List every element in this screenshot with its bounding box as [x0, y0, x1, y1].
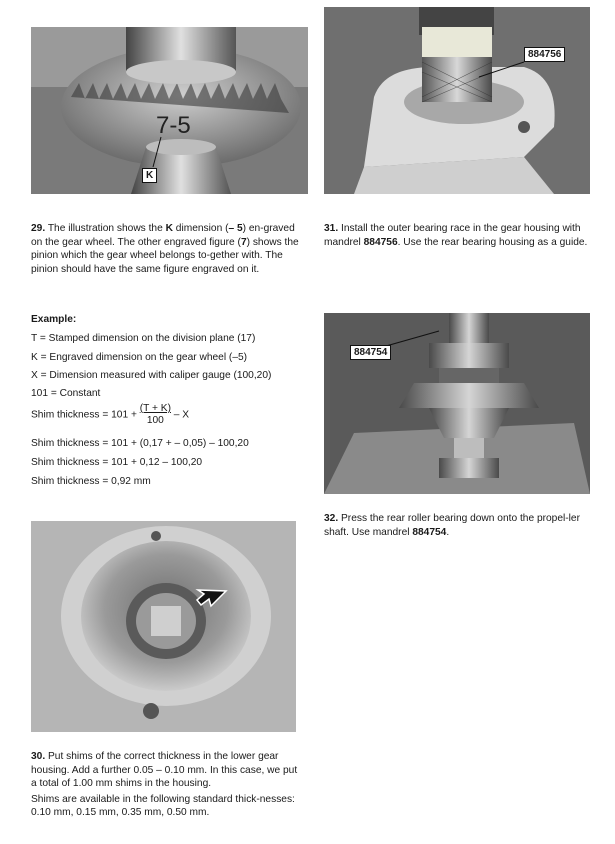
figure-29-label: K [142, 168, 157, 183]
example-calc-3: Shim thickness = 0,92 mm [31, 476, 151, 487]
step-29-seven: 7 [240, 236, 247, 248]
step-29-k: K [165, 223, 173, 234]
figure-32-photo [324, 313, 590, 494]
figure-31-photo [324, 7, 590, 194]
example-calc-1: Shim thickness = 101 + (0,17 + – 0,05) – 100,20 [31, 438, 249, 449]
step-29-value: – 5 [228, 223, 243, 234]
formula-numerator: (T + K) [139, 403, 171, 414]
step-29-text-b: dimension ( [172, 223, 229, 234]
step-32-number: 32. [324, 513, 339, 524]
step-32-text-a: Press the rear roller bearing down onto the propel-ler shaft. Use mandrel [324, 513, 580, 538]
example-line-const: 101 = Constant [31, 388, 101, 399]
step-29-text-a: The illustration shows the [45, 223, 166, 234]
example-line-k: K = Engraved dimension on the gear wheel (–5) [31, 352, 248, 363]
lower-gear-housing-illustration [31, 521, 296, 732]
roller-bearing-illustration [324, 313, 590, 494]
example-calc-2: Shim thickness = 101 + 0,12 – 100,20 [31, 457, 203, 468]
figure-29-photo [31, 27, 308, 194]
formula-prefix: Shim thickness = 101 + [31, 409, 140, 421]
example-heading: Example: [31, 314, 77, 325]
example-line-t: T = Stamped dimension on the division plane (17) [31, 333, 256, 344]
gear-wheel-illustration [31, 27, 308, 194]
step-31-tool: 884756 [363, 236, 398, 248]
step-32-tool: 884754 [412, 526, 447, 538]
formula-denominator: 100 [146, 415, 164, 426]
example-formula [31, 403, 189, 427]
step-29-text [31, 222, 301, 276]
step-30-text [31, 750, 299, 820]
step-31-text-a: Install the outer bearing race in the gear housing with mandrel [324, 223, 581, 248]
gear-housing-illustration [324, 7, 590, 194]
formula-suffix: – X [170, 409, 190, 421]
step-30-number: 30. [31, 751, 46, 762]
step-30-text-a: Put shims of the correct thickness in the lower gear housing. Add a further 0.05 – 0.10 mm. In this case, we put a total of 1.00 mm shims in the housing. [31, 751, 298, 790]
figure-30-photo [31, 521, 296, 732]
figure-32-label: 884754 [350, 345, 391, 360]
svg-text:7-5: 7-5 [156, 112, 191, 139]
step-32-text [324, 512, 592, 539]
step-29-number: 29. [31, 223, 46, 234]
figure-31-label: 884756 [524, 47, 565, 62]
formula-fraction [140, 403, 171, 427]
step-29-text-d: ) shows the pinion which the gear wheel belongs to-gether with. The pinion should have the same figure engraved on it. [31, 236, 299, 275]
step-31-text-b: . Use the rear bearing housing as a guide. [397, 236, 588, 248]
step-30-text-b: Shims are available in the following standard thick-nesses: 0.10 mm, 0.15 mm, 0.35 mm, 0.50 mm. [31, 793, 295, 819]
step-31-number: 31. [324, 223, 339, 234]
step-31-text [324, 222, 592, 249]
step-29-text-c: ) en-graved on the gear wheel. The other engraved figure ( [31, 223, 295, 248]
example-line-x: X = Dimension measured with caliper gauge (100,20) [31, 370, 272, 381]
step-32-text-b: . [446, 526, 450, 538]
